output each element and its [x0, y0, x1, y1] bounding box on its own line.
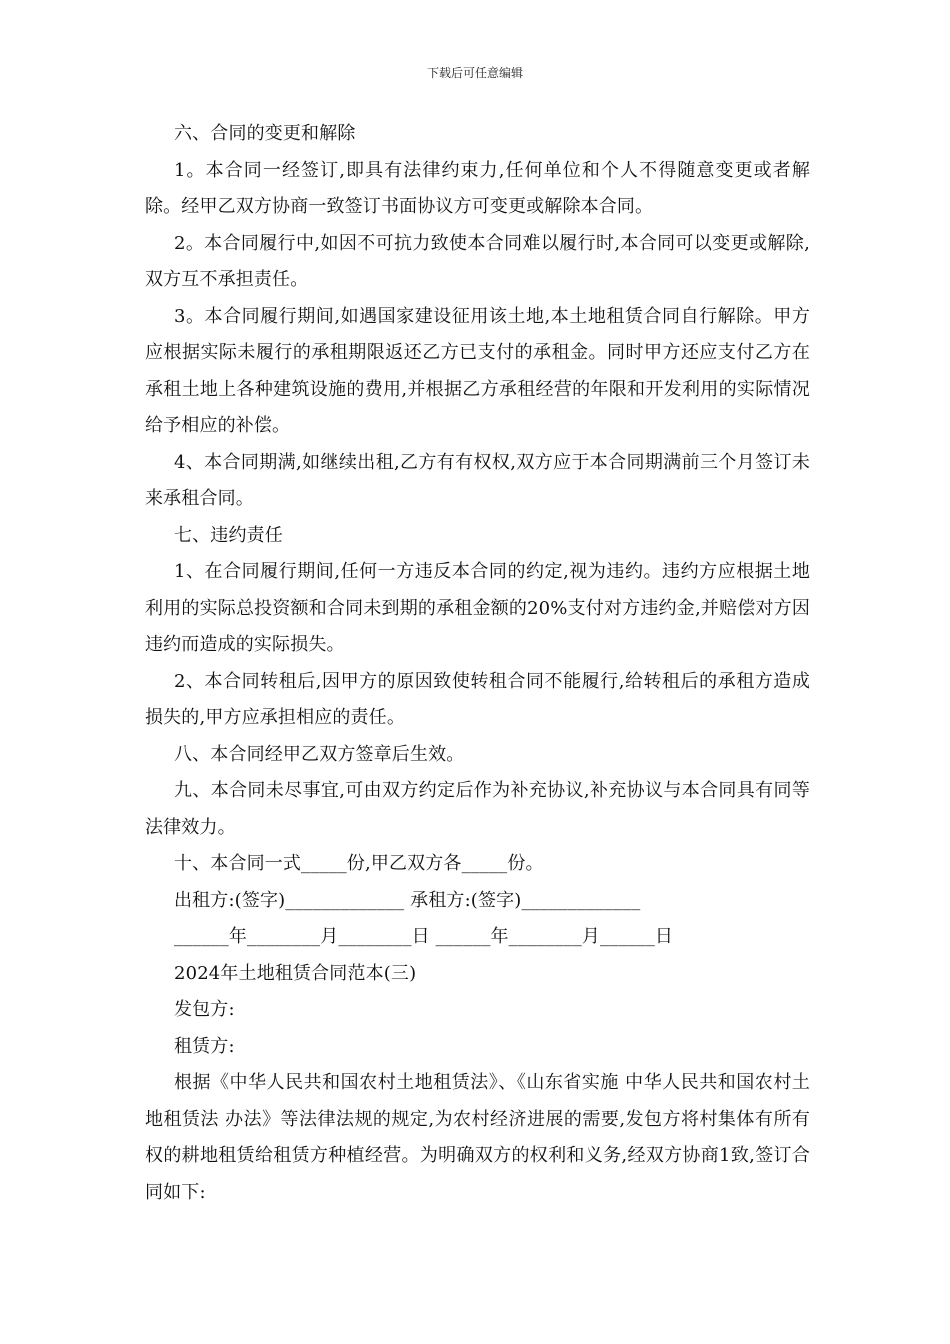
paragraph: 1、在合同履行期间,任何一方违反本合同的约定,视为违约。违约方应根据土地利用的实际总投资额和合同未到期的承租金额的20%支付对方违约金,并赔偿对方因违约而造成的实际损失。	[145, 561, 810, 655]
date-line: ______年________月________日 ______年________月______日	[174, 926, 674, 947]
section-heading-7: 七、违约责任	[174, 524, 283, 546]
copies-line: 十、本合同一式_____份,甲乙双方各_____份。	[174, 853, 544, 874]
paragraph: 九、本合同未尽事宜,可由双方约定后作为补充协议,补充协议与本合同具有同等法律效力。	[145, 780, 810, 838]
paragraph: 2、本合同转租后,因甲方的原因致使转租合同不能履行,给转租后的承租方造成损失的,甲方应承担相应的责任。	[145, 670, 810, 728]
page-header: 下载后可任意编辑	[426, 66, 523, 80]
paragraph: 1。本合同一经签订,即具有法律约束力,任何单位和个人不得随意变更或者解除。经甲乙双方协商一致签订书面协议方可变更或解除本合同。	[145, 159, 810, 217]
party-lessee: 租赁方:	[174, 1035, 235, 1057]
paragraph: 根据《中华人民共和国农村土地租赁法》、《山东省实施 中华人民共和国农村土地租赁法 办法》等法律法规的规定,为农村经济进展的需要,发包方将村集体有所有权的耕地租赁给租赁方种植经营。为明确双方的权利和义务,经双方协商1致,签订合同如下:	[145, 1072, 810, 1203]
section-heading-6: 六、合同的变更和解除	[174, 123, 356, 144]
document-body	[145, 116, 810, 1211]
paragraph: 2。本合同履行中,如因不可抗力致使本合同难以履行时,本合同可以变更或解除,双方互不承担责任。	[145, 232, 810, 290]
section-heading-8: 八、本合同经甲乙双方签章后生效。	[174, 743, 465, 765]
contract-title: 2024年土地租赁合同范本(三)	[174, 962, 417, 984]
paragraph: 4、本合同期满,如继续出租,乙方有有权权,双方应于本合同期满前三个月签订未来承租合同。	[145, 451, 810, 509]
signature-line: 出租方:(签字)_____________ 承租方:(签字)_____________	[174, 889, 641, 911]
party-contractor: 发包方:	[174, 999, 235, 1020]
paragraph: 3。本合同履行期间,如遇国家建设征用该土地,本土地租赁合同自行解除。甲方应根据实际未履行的承租期限返还乙方已支付的承租金。同时甲方还应支付乙方在承租土地上各种建筑设施的费用,并根据乙方承租经营的年限和开发利用的实际情况给予相应的补偿。	[145, 305, 810, 436]
